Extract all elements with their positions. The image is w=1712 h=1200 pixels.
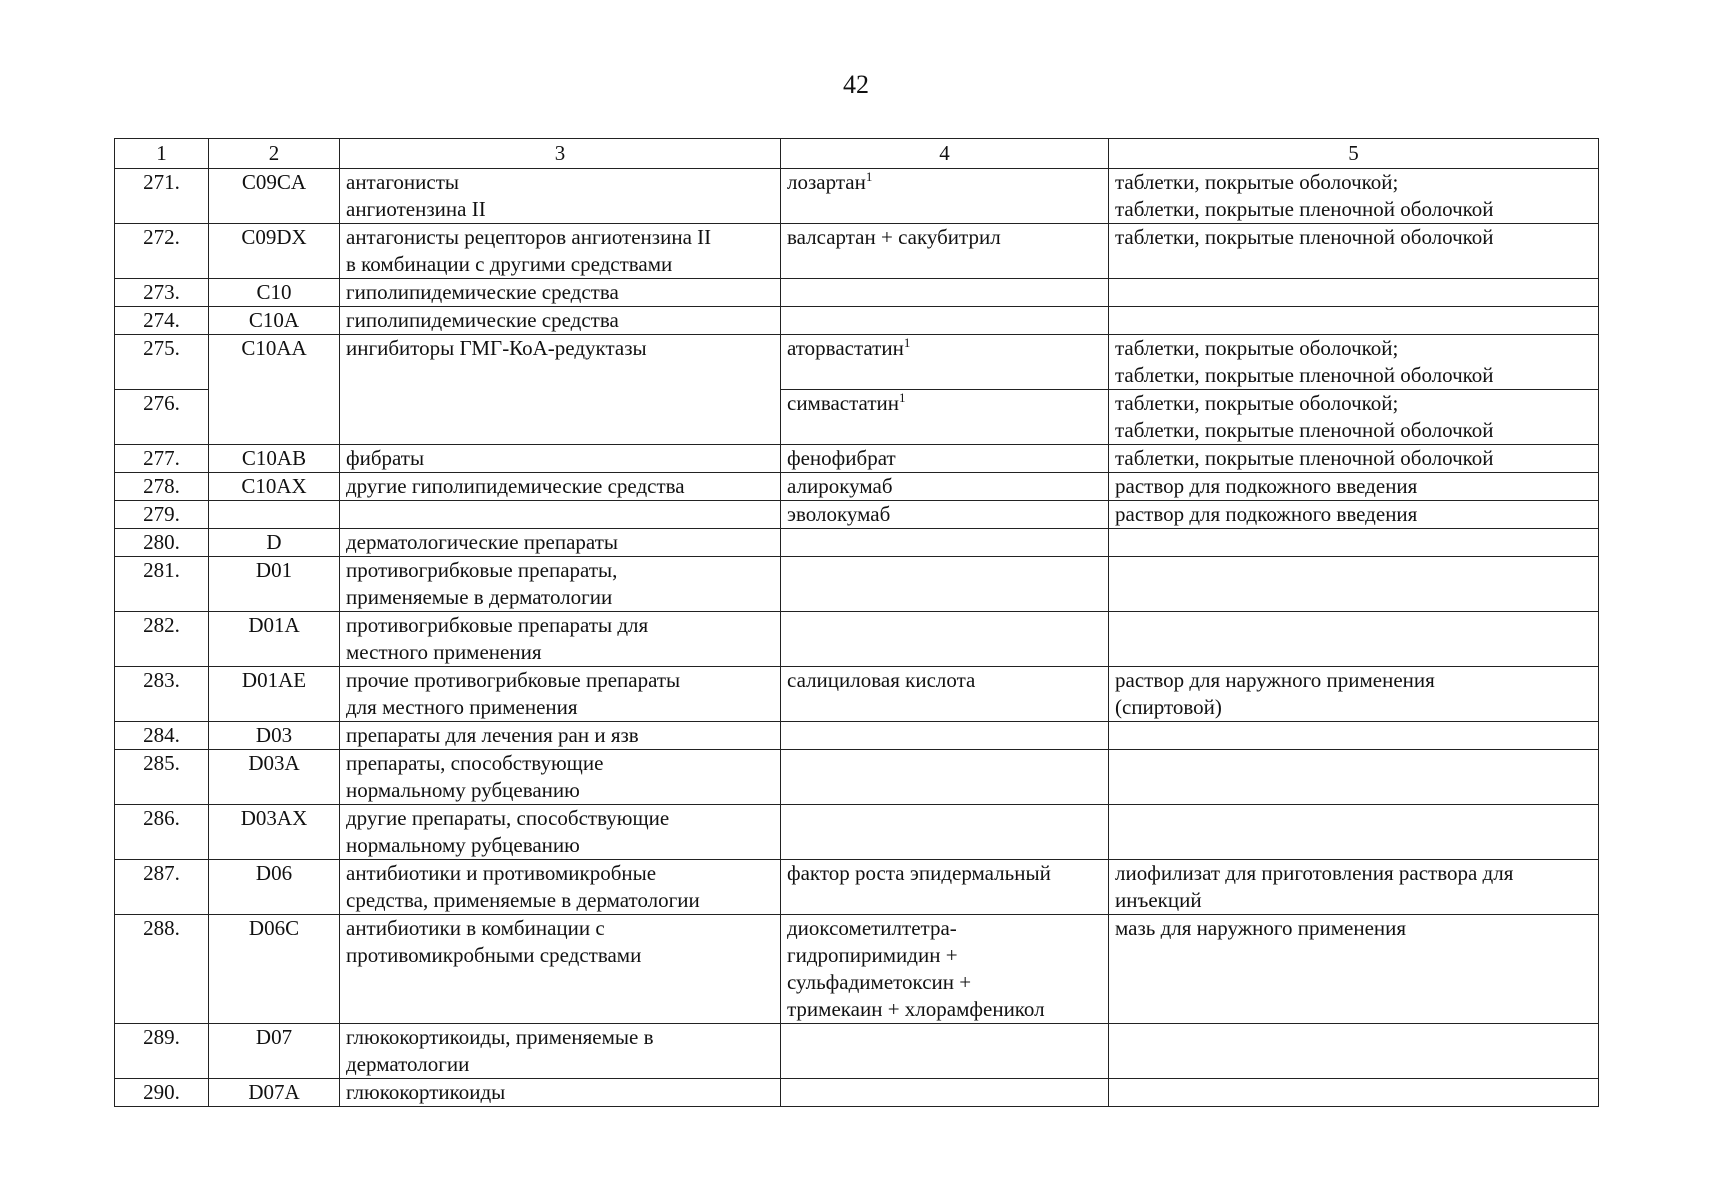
dosage-form	[1109, 307, 1599, 335]
group-line: препараты для лечения ран и язв	[346, 723, 639, 747]
row-number: 284.	[115, 722, 209, 750]
atc-group-name	[340, 445, 781, 473]
drug-text: салициловая кислота	[787, 668, 976, 692]
drug-name	[781, 335, 1109, 390]
form-line: таблетки, покрытые пленочной оболочкой	[1115, 446, 1494, 470]
atc-group-name	[340, 1079, 781, 1107]
group-line: антагонисты рецепторов ангиотензина II	[346, 225, 712, 249]
row-number: 281.	[115, 557, 209, 612]
table-row	[115, 279, 1599, 307]
atc-group-name	[340, 473, 781, 501]
form-line: раствор для подкожного введения	[1115, 502, 1418, 526]
column-header-2: 2	[209, 139, 340, 169]
drug-name	[781, 501, 1109, 529]
drug-name	[781, 612, 1109, 667]
drug-text: сульфадиметоксин +	[787, 970, 972, 994]
row-number: 278.	[115, 473, 209, 501]
atc-code: C10AX	[209, 473, 340, 501]
drug-line	[787, 335, 1102, 362]
row-number: 286.	[115, 805, 209, 860]
group-line: ингибиторы ГМГ-КоА-редуктазы	[346, 336, 647, 360]
table-row	[115, 529, 1599, 557]
form-line: таблетки, покрытые пленочной оболочкой	[1115, 363, 1494, 387]
dosage-form	[1109, 529, 1599, 557]
atc-code: D01AE	[209, 667, 340, 722]
group-line: нормальному рубцеванию	[346, 778, 580, 802]
atc-group-name	[340, 169, 781, 224]
drug-name	[781, 750, 1109, 805]
atc-code: D01A	[209, 612, 340, 667]
atc-code: C09DX	[209, 224, 340, 279]
column-header-5: 5	[1109, 139, 1599, 169]
group-line: ангиотензина II	[346, 197, 486, 221]
table-row	[115, 501, 1599, 529]
drug-name	[781, 1024, 1109, 1079]
group-line: местного применения	[346, 640, 542, 664]
atc-code: C10AA	[209, 335, 340, 445]
row-number: 279.	[115, 501, 209, 529]
drug-name	[781, 1079, 1109, 1107]
drug-text: фактор роста эпидермальный	[787, 861, 1051, 885]
drug-name	[781, 473, 1109, 501]
row-number: 272.	[115, 224, 209, 279]
row-number: 276.	[115, 390, 209, 445]
group-line: глюкокортикоиды	[346, 1080, 506, 1104]
table-header-row	[115, 139, 1599, 169]
atc-code	[209, 501, 340, 529]
drug-text: лозартан	[787, 170, 866, 194]
atc-group-name	[340, 1024, 781, 1079]
row-number: 282.	[115, 612, 209, 667]
row-number: 274.	[115, 307, 209, 335]
atc-group-name	[340, 750, 781, 805]
footnote-marker: 1	[903, 335, 911, 350]
drug-name	[781, 390, 1109, 445]
row-number: 290.	[115, 1079, 209, 1107]
dosage-form	[1109, 667, 1599, 722]
drug-text: аторвастатин	[787, 336, 904, 360]
drug-line	[787, 915, 1102, 942]
column-header-3: 3	[340, 139, 781, 169]
drug-name	[781, 805, 1109, 860]
table-row	[115, 473, 1599, 501]
atc-code: D	[209, 529, 340, 557]
table-row	[115, 1024, 1599, 1079]
table-row	[115, 805, 1599, 860]
group-line: другие препараты, способствующие	[346, 806, 670, 830]
dosage-form	[1109, 390, 1599, 445]
dosage-form	[1109, 805, 1599, 860]
table-row	[115, 335, 1599, 390]
drug-line	[787, 390, 1102, 417]
drug-text: эволокумаб	[787, 502, 891, 526]
atc-code: D07A	[209, 1079, 340, 1107]
group-line: противогрибковые препараты,	[346, 558, 618, 582]
form-line: лиофилизат для приготовления раствора для	[1115, 861, 1514, 885]
atc-group-name	[340, 805, 781, 860]
atc-code: D07	[209, 1024, 340, 1079]
footnote-marker: 1	[899, 390, 906, 405]
atc-group-name	[340, 557, 781, 612]
atc-code: D06	[209, 860, 340, 915]
dosage-form	[1109, 335, 1599, 390]
drug-text: симвастатин	[787, 391, 899, 415]
row-number: 271.	[115, 169, 209, 224]
drug-name	[781, 169, 1109, 224]
atc-code: D03AX	[209, 805, 340, 860]
form-line: таблетки, покрытые оболочкой;	[1115, 170, 1399, 194]
drug-line	[787, 169, 1102, 196]
atc-code: C10	[209, 279, 340, 307]
atc-group-name	[340, 612, 781, 667]
atc-group-name	[340, 722, 781, 750]
group-line: антагонисты	[346, 170, 459, 194]
atc-code: C10AB	[209, 445, 340, 473]
drug-name	[781, 224, 1109, 279]
drug-text: диоксометилтетра-	[787, 916, 957, 940]
page-number: 42	[843, 70, 869, 99]
group-line: применяемые в дерматологии	[346, 585, 613, 609]
drug-name	[781, 557, 1109, 612]
form-line: раствор для подкожного введения	[1115, 474, 1418, 498]
atc-group-name	[340, 335, 781, 445]
row-number: 280.	[115, 529, 209, 557]
table-row	[115, 750, 1599, 805]
drug-text: гидропиримидин +	[787, 943, 958, 967]
drug-line	[787, 667, 1102, 694]
atc-group-name	[340, 501, 781, 529]
dosage-form	[1109, 169, 1599, 224]
group-line: средства, применяемые в дерматологии	[346, 888, 700, 912]
table-row	[115, 1079, 1599, 1107]
atc-code: C09CA	[209, 169, 340, 224]
row-number: 275.	[115, 335, 209, 390]
table-row	[115, 915, 1599, 1024]
group-line: прочие противогрибковые препараты	[346, 668, 681, 692]
drug-text: тримекаин + хлорамфеникол	[787, 997, 1045, 1021]
footnote-marker: 1	[865, 169, 873, 184]
group-line: антибиотики в комбинации с	[346, 916, 605, 940]
drug-name	[781, 722, 1109, 750]
drug-text: валсартан + сакубитрил	[787, 225, 1001, 249]
row-number: 285.	[115, 750, 209, 805]
drug-name	[781, 445, 1109, 473]
table-row	[115, 169, 1599, 224]
drug-text: алирокумаб	[787, 474, 893, 498]
group-line: дерматологические препараты	[346, 530, 618, 554]
row-number: 289.	[115, 1024, 209, 1079]
form-line: инъекций	[1115, 888, 1202, 912]
table-row	[115, 667, 1599, 722]
atc-group-name	[340, 307, 781, 335]
atc-code: C10A	[209, 307, 340, 335]
dosage-form	[1109, 279, 1599, 307]
group-line: антибиотики и противомикробные	[346, 861, 657, 885]
dosage-form	[1109, 860, 1599, 915]
atc-group-name	[340, 529, 781, 557]
dosage-form	[1109, 612, 1599, 667]
atc-code: D01	[209, 557, 340, 612]
atc-group-name	[340, 860, 781, 915]
table-row	[115, 557, 1599, 612]
atc-group-name	[340, 224, 781, 279]
group-line: противомикробными средствами	[346, 943, 642, 967]
atc-group-name	[340, 915, 781, 1024]
dosage-form	[1109, 445, 1599, 473]
row-number: 287.	[115, 860, 209, 915]
dosage-form	[1109, 750, 1599, 805]
atc-group-name	[340, 667, 781, 722]
atc-group-name	[340, 279, 781, 307]
group-line: нормальному рубцеванию	[346, 833, 580, 857]
dosage-form	[1109, 501, 1599, 529]
drug-line	[787, 996, 1102, 1023]
group-line: для местного применения	[346, 695, 578, 719]
group-line: гиполипидемические средства	[346, 280, 619, 304]
dosage-form	[1109, 224, 1599, 279]
form-line: таблетки, покрытые пленочной оболочкой	[1115, 225, 1494, 249]
column-header-4: 4	[781, 139, 1109, 169]
drug-line	[787, 473, 1102, 500]
group-line: препараты, способствующие	[346, 751, 604, 775]
group-line: глюкокортикоиды, применяемые в	[346, 1025, 654, 1049]
drug-name	[781, 529, 1109, 557]
table-row	[115, 722, 1599, 750]
table-row	[115, 224, 1599, 279]
drug-line	[787, 445, 1102, 472]
row-number: 273.	[115, 279, 209, 307]
form-line: мазь для наружного применения	[1115, 916, 1407, 940]
row-number: 288.	[115, 915, 209, 1024]
form-line: таблетки, покрытые оболочкой;	[1115, 336, 1399, 360]
row-number: 277.	[115, 445, 209, 473]
group-line: дерматологии	[346, 1052, 470, 1076]
form-line: (спиртовой)	[1115, 695, 1222, 719]
table-row	[115, 612, 1599, 667]
drug-classification-table	[114, 138, 1599, 1107]
dosage-form	[1109, 1024, 1599, 1079]
dosage-form	[1109, 1079, 1599, 1107]
atc-code: D03A	[209, 750, 340, 805]
drug-text: фенофибрат	[787, 446, 896, 470]
dosage-form	[1109, 915, 1599, 1024]
group-line: фибраты	[346, 446, 425, 470]
drug-line	[787, 969, 1102, 996]
form-line: таблетки, покрытые пленочной оболочкой	[1115, 197, 1494, 221]
group-line: другие гиполипидемические средства	[346, 474, 685, 498]
table-row	[115, 860, 1599, 915]
form-line: раствор для наружного применения	[1115, 668, 1435, 692]
drug-line	[787, 860, 1102, 887]
table-row	[115, 445, 1599, 473]
group-line: гиполипидемические средства	[346, 308, 619, 332]
group-line: противогрибковые препараты для	[346, 613, 649, 637]
drug-line	[787, 224, 1102, 251]
table-row	[115, 307, 1599, 335]
dosage-form	[1109, 722, 1599, 750]
drug-name	[781, 915, 1109, 1024]
group-line: в комбинации с другими средствами	[346, 252, 673, 276]
form-line: таблетки, покрытые оболочкой;	[1115, 391, 1399, 415]
dosage-form	[1109, 557, 1599, 612]
drug-line	[787, 942, 1102, 969]
row-number: 283.	[115, 667, 209, 722]
drug-name	[781, 667, 1109, 722]
form-line: таблетки, покрытые пленочной оболочкой	[1115, 418, 1494, 442]
atc-code: D03	[209, 722, 340, 750]
drug-name	[781, 279, 1109, 307]
column-header-1: 1	[115, 139, 209, 169]
atc-code: D06C	[209, 915, 340, 1024]
table-body	[115, 169, 1599, 1107]
dosage-form	[1109, 473, 1599, 501]
drug-name	[781, 860, 1109, 915]
drug-name	[781, 307, 1109, 335]
drug-line	[787, 501, 1102, 528]
